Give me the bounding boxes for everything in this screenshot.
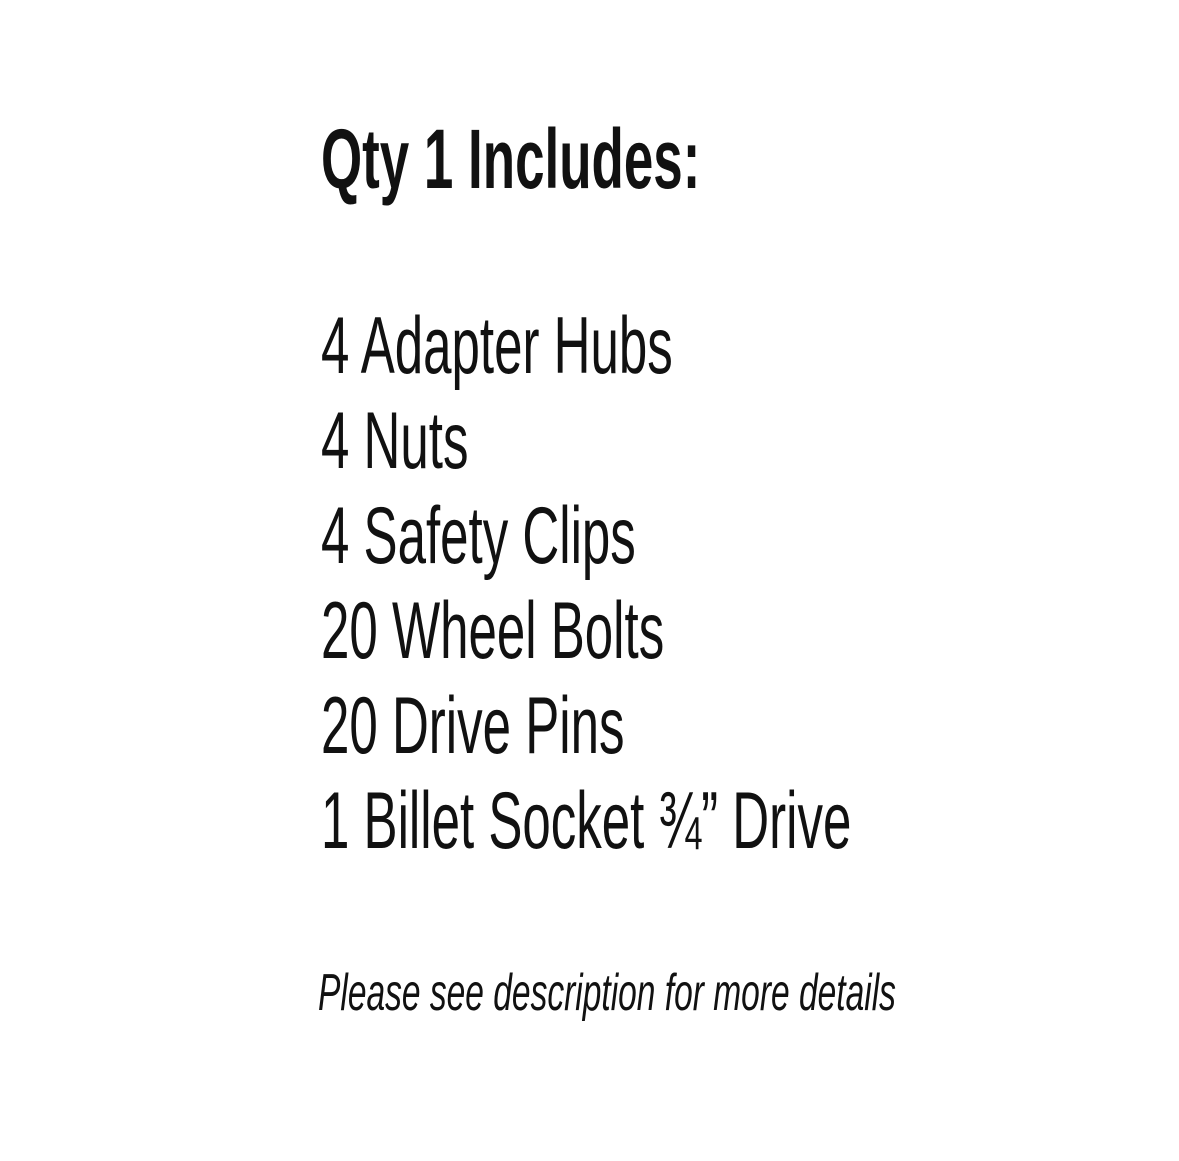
list-item-text: 20 Wheel Bolts xyxy=(321,586,665,676)
page-title-text: Qty 1 Includes: xyxy=(321,112,701,206)
footnote xyxy=(318,964,1179,1022)
page-title xyxy=(321,112,923,206)
list-item-text: 1 Billet Socket ¾” Drive xyxy=(321,776,852,866)
list-item-text: 4 Safety Clips xyxy=(321,491,636,581)
list-item xyxy=(321,394,1163,489)
list-item-text: 4 Nuts xyxy=(321,396,469,486)
includes-list xyxy=(321,299,1163,869)
list-item xyxy=(321,679,1163,774)
list-item-text: 20 Drive Pins xyxy=(321,681,625,771)
footnote-text: Please see description for more details xyxy=(318,964,896,1022)
list-item xyxy=(321,299,1163,394)
list-item xyxy=(321,489,1163,584)
list-item-text: 4 Adapter Hubs xyxy=(321,301,673,391)
list-item xyxy=(321,774,1163,869)
list-item xyxy=(321,584,1163,679)
